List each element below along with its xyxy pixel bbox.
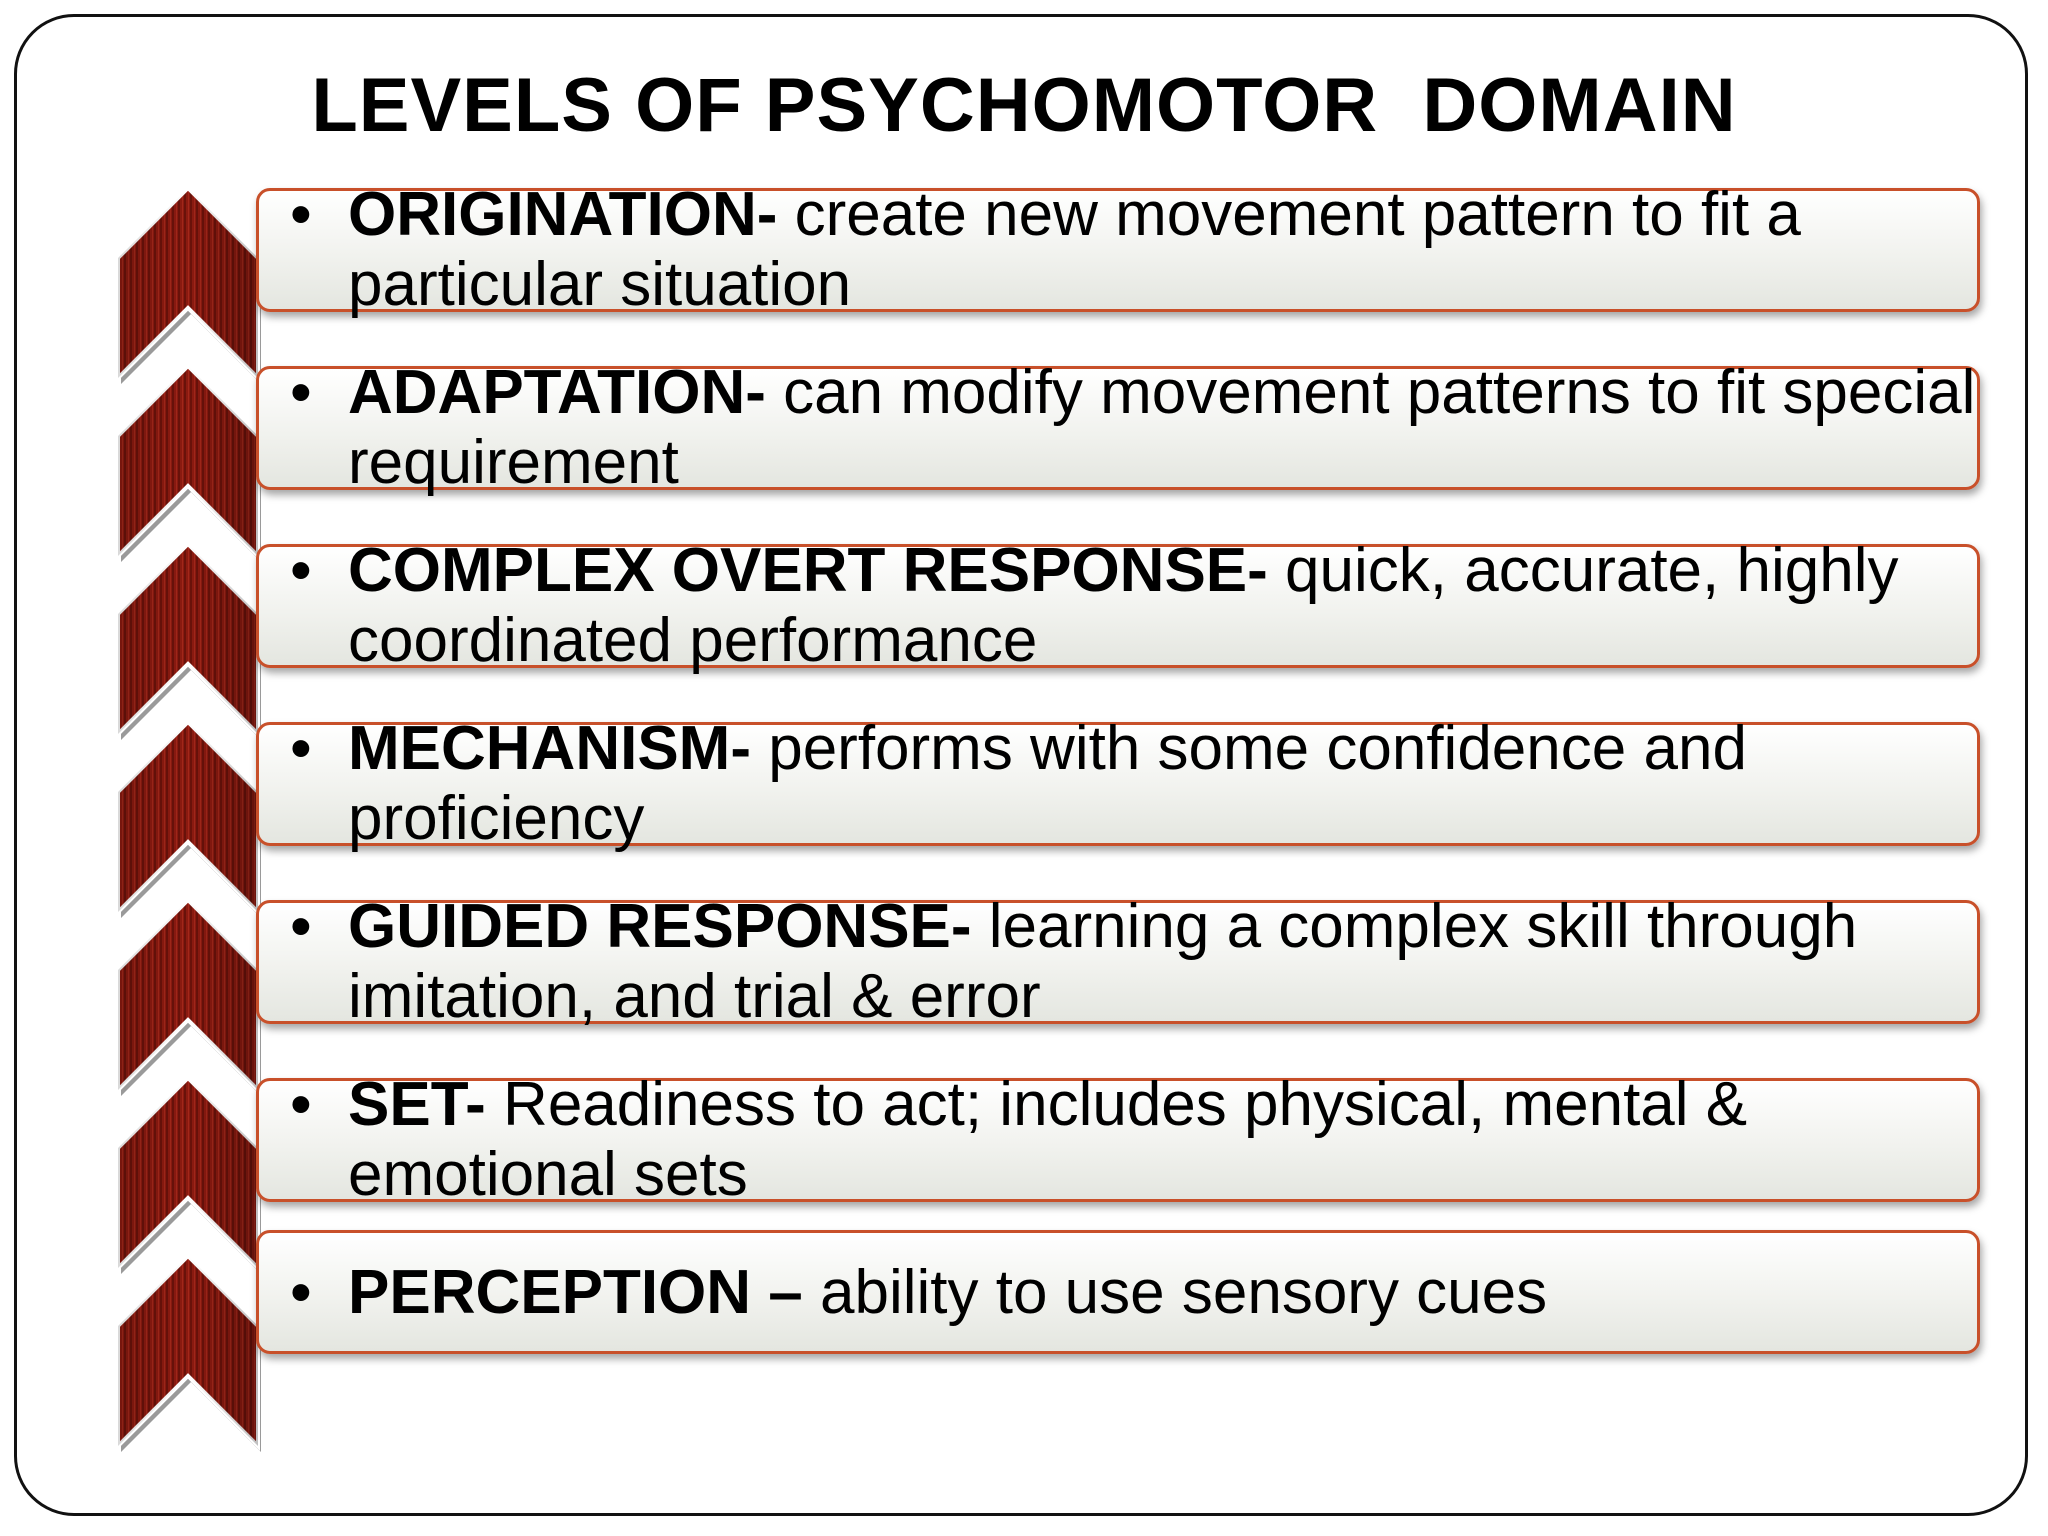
bullet: • <box>290 892 312 961</box>
bullet: • <box>290 180 312 249</box>
level-name: SET- <box>348 1070 486 1139</box>
level-item-mechanism <box>290 714 1980 854</box>
level-name: MECHANISM- <box>348 714 751 783</box>
bullet: • <box>290 1070 312 1139</box>
level-description: learning a complex skill through imitation, and trial & error <box>348 892 1858 1031</box>
level-name: ADAPTATION- <box>348 358 766 427</box>
level-description: ability to use sensory cues <box>802 1258 1548 1327</box>
chevron-shading <box>118 188 258 378</box>
bullet: • <box>290 358 312 427</box>
chevron-arrow-stack <box>100 180 280 1480</box>
level-description: can modify movement patterns to fit special requirement <box>348 358 1976 497</box>
chevron-shading <box>118 1256 258 1446</box>
level-description: performs with some confidence and proficiency <box>348 714 1747 853</box>
level-name: COMPLEX OVERT RESPONSE- <box>348 536 1268 605</box>
level-name: PERCEPTION – <box>348 1258 803 1327</box>
level-item-perception <box>290 1258 1980 1328</box>
page-title: LEVELS OF PSYCHOMOTOR DOMAIN <box>311 63 1737 148</box>
level-item-complex-overt-response <box>290 536 1980 676</box>
level-item-guided-response <box>290 892 1980 1032</box>
chevron-shading <box>118 722 258 912</box>
bullet: • <box>290 1258 312 1327</box>
chevron-shading <box>118 900 258 1090</box>
bullet: • <box>290 714 312 783</box>
chevron-shading <box>118 366 258 556</box>
level-name: GUIDED RESPONSE- <box>348 892 972 961</box>
level-description: Readiness to act; includes physical, mental & emotional sets <box>348 1070 1748 1209</box>
level-description: create new movement pattern to fit a particular situation <box>348 180 1801 319</box>
bullet: • <box>290 536 312 605</box>
level-item-set <box>290 1070 1980 1210</box>
chevron-shading <box>118 544 258 734</box>
level-name: ORIGINATION- <box>348 180 778 249</box>
level-item-origination <box>290 180 1980 320</box>
chevron-shading <box>118 1078 258 1268</box>
level-description: quick, accurate, highly coordinated performance <box>348 536 1899 675</box>
level-item-adaptation <box>290 358 1980 498</box>
